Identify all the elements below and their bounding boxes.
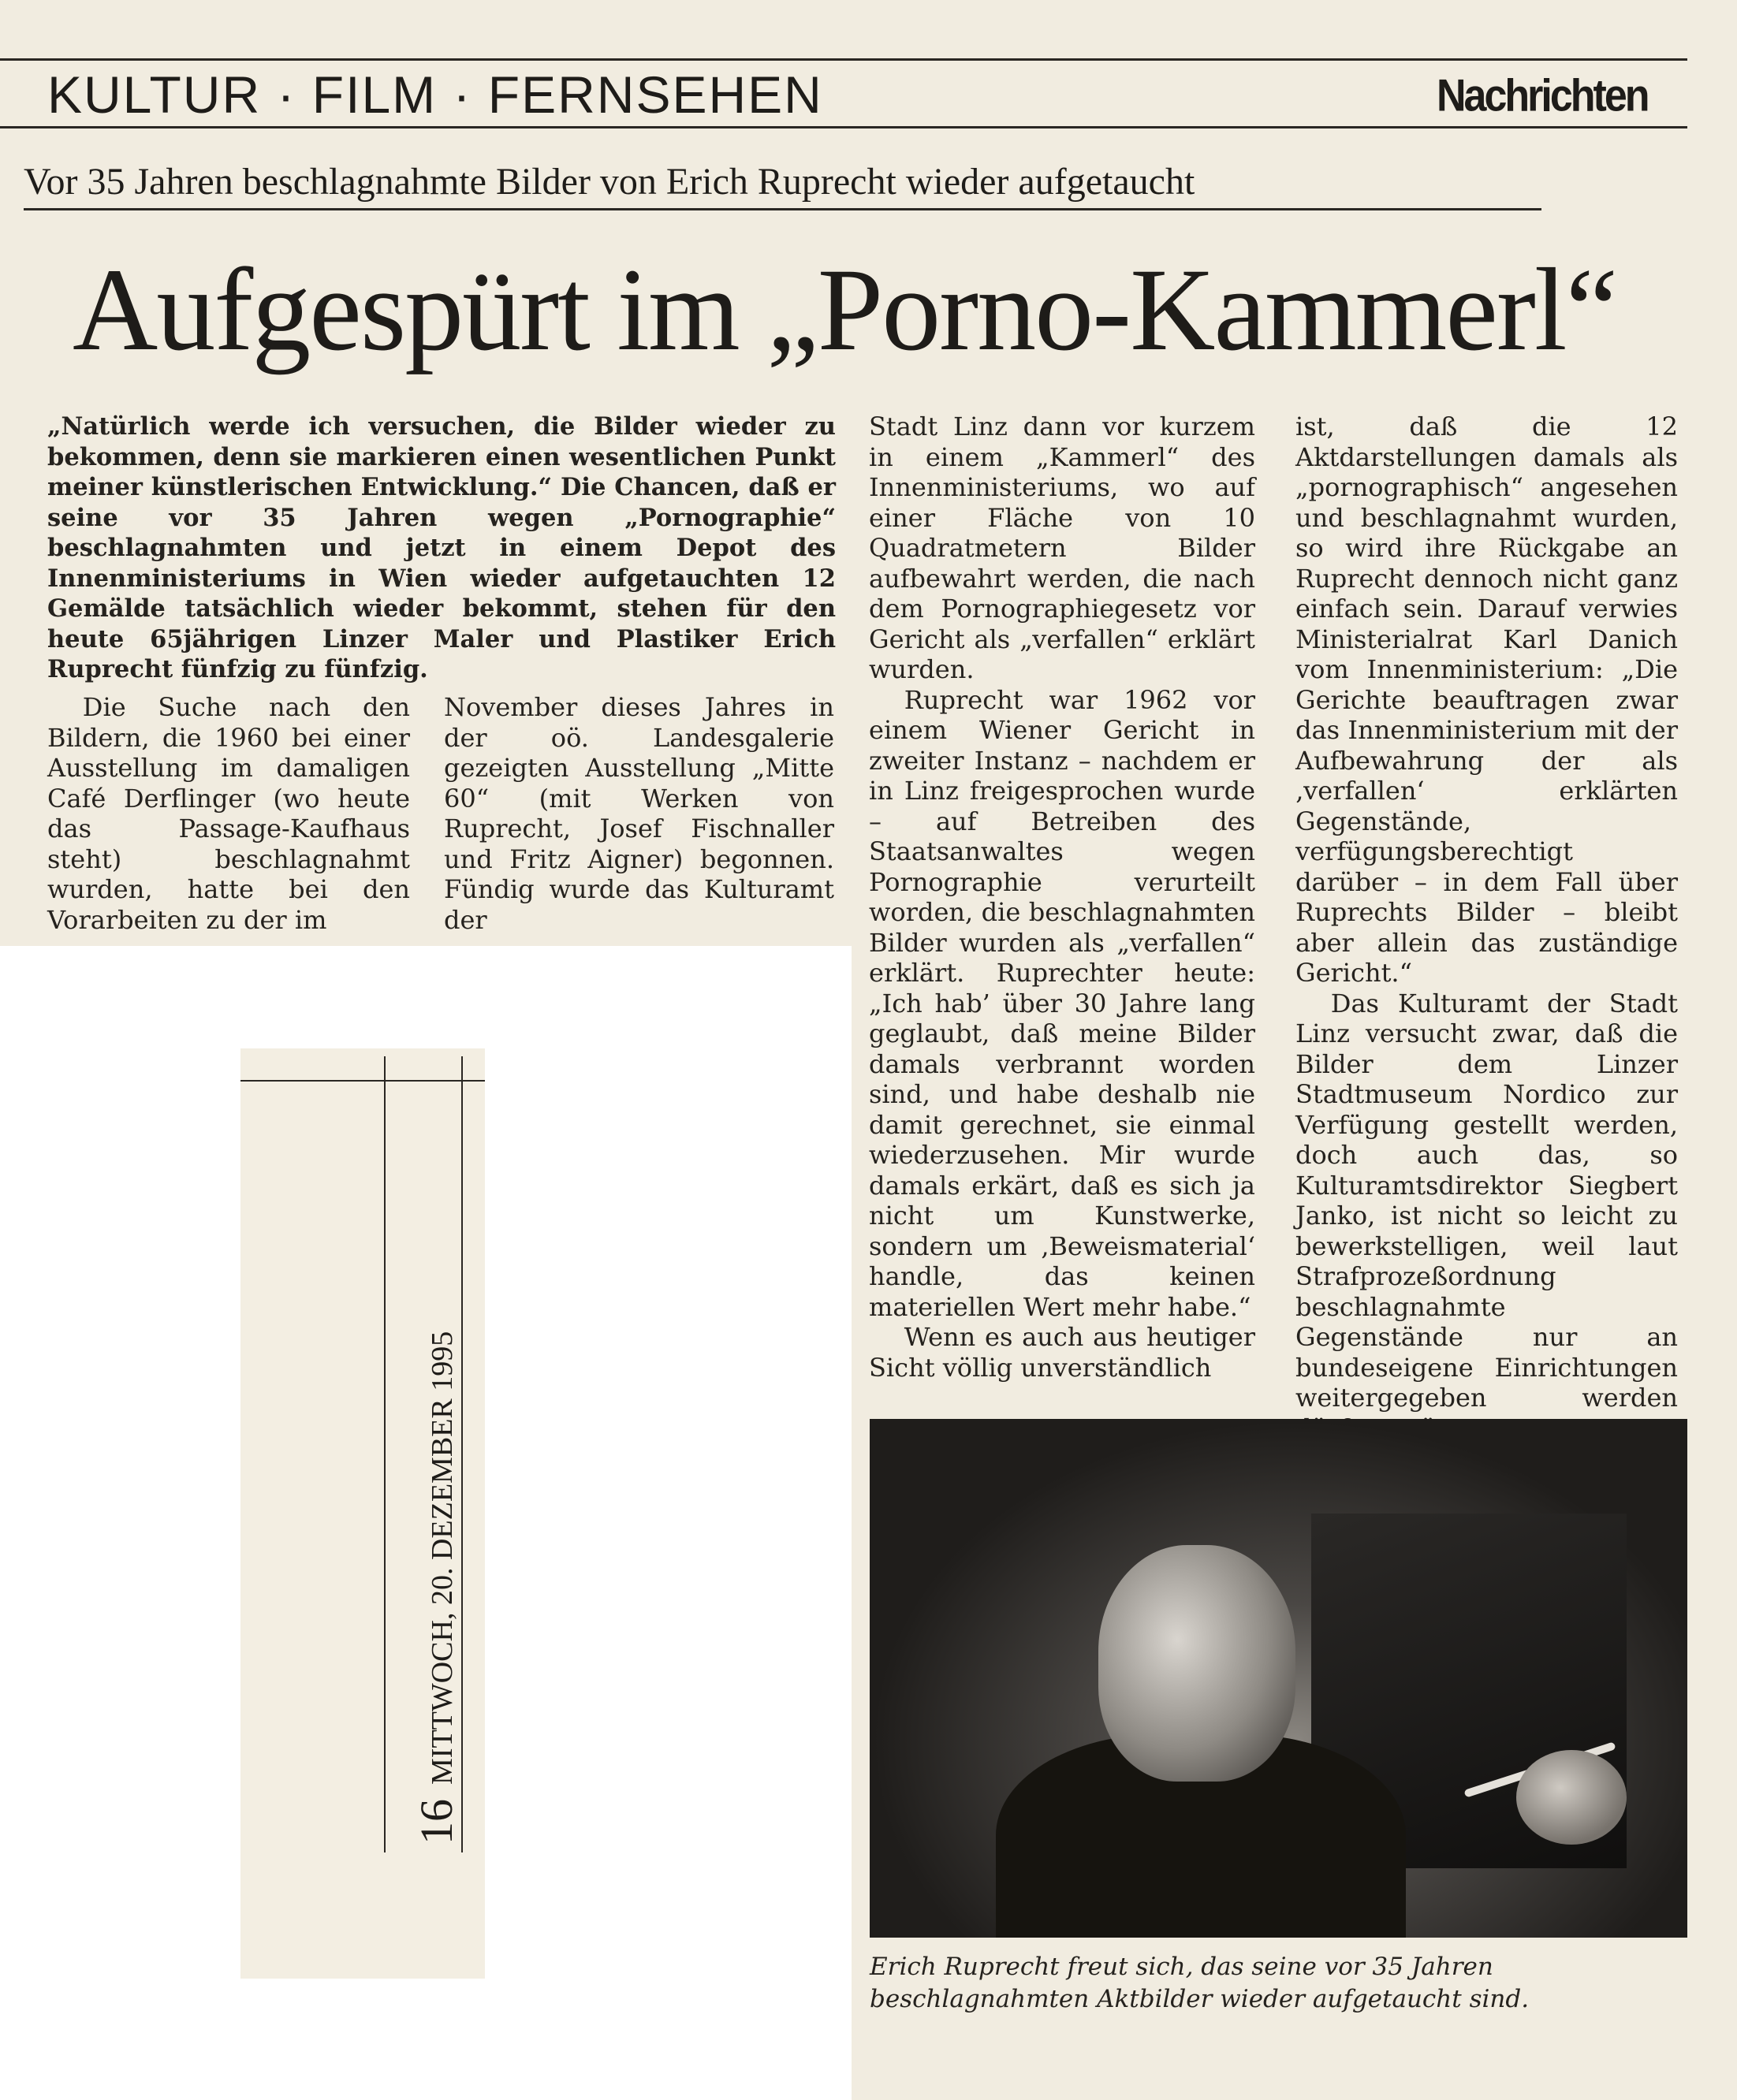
column-4-paragraph-2: Das Kulturamt der Stadt Linz versucht zwar, daß die Bilder dem Linzer Stadtmuseum Nordico zur Verfügung gestellt werden, doch auch das, so Kulturamtsdirektor Siegbert Janko, ist nicht so leicht zu bewerkstelligen, weil laut Strafprozeßordnung beschlagnahmte Gegenstände nur an bundeseigene Einrichtungen weitergegeben werden [1295, 988, 1678, 1413]
column-1-text: Die Suche nach den Bildern, die 1960 bei einer Ausstellung im damaligen Café Derflinger (wo heute das Passage-Kaufhaus steht) beschlagnahmt wurden, hatte bei den Vorarbeiten zu der im [47, 692, 410, 935]
newspaper-logo: Nachrichten [1437, 71, 1648, 121]
column-3 [869, 411, 1255, 1383]
top-rule [0, 58, 1687, 61]
article-photo [870, 1419, 1687, 1938]
column-3-paragraph-3: Wenn es auch aus heutiger Sicht völlig unverständlich [869, 1322, 1255, 1383]
section-label: KULTUR · FILM · FERNSEHEN [47, 65, 823, 124]
page-number: 16 [411, 1799, 462, 1845]
subheadline-underline [24, 208, 1541, 210]
dateline [410, 1331, 463, 1845]
strip-top-rule [240, 1080, 485, 1082]
photo-hand [1516, 1750, 1627, 1845]
strip-rule-left [384, 1056, 386, 1852]
column-4-paragraph-1: ist, daß die 12 Aktdarstellungen damals als „pornographisch“ angesehen und beschlagnahmt wurden, so wird ihre Rückgabe an Ruprecht dennoch nicht ganz einfach sein. Darauf verwies Ministerialrat Karl Danich vom Innenministerium: „Die Gerichte beauftragen zwar das Innenministerium mit der Aufbewahrung der als ‚verfallen‘ erklärten Gegenstände, verfügungsberechtigt darüber – in dem Fall über Ruprechts Bilder – bleibt aber allein das zuständige Gericht.“ [1295, 411, 1678, 988]
column-2 [444, 692, 834, 935]
photo-figure-head [1098, 1545, 1295, 1782]
photo-caption: Erich Ruprecht freut sich, das seine vor 35 Jahren beschlagnahmten Aktbilder wieder aufgetaucht sind. [870, 1953, 1530, 2013]
column-3-paragraph-2: Ruprecht war 1962 vor einem Wiener Gericht in zweiter Instanz – nachdem er in Linz freigesprochen wurde – auf Betreiben des Staatsanwaltes wegen Pornographie verurteilt worden, die beschlagnahmten Bilder wurden als „verfallen“ erklärt. Ruprechter heute: „Ich hab’ über 30 Jahre lang geglaubt, daß meine Bilder damals verbrannt worden sind, und habe deshalb nie damit gerechnet, sie einmal wiederzusehen. Mir wurde damals erkärt, daß es sich ja nicht um Kunstwerke, sondern um ‚Beweismaterial‘ handle, das keinen materiellen Wert mehr habe.“ [869, 684, 1255, 1322]
issue-date: MITTWOCH, 20. DEZEMBER 1995 [426, 1331, 459, 1785]
column-4 [1295, 411, 1678, 1443]
lead-paragraph [47, 411, 836, 685]
column-2-text: November dieses Jahres in der oö. Landesgalerie gezeigten Ausstellung „Mitte 60“ (mit Werken von Ruprecht, Josef Fischnaller und Fritz Aigner) begonnen. Fündig wurde das Kulturamt der [444, 692, 834, 935]
header-rule [0, 126, 1687, 128]
subheadline: Vor 35 Jahren beschlagnahmte Bilder von Erich Ruprecht wieder aufgetaucht [24, 161, 1195, 203]
headline: Aufgespürt im „Porno-Kammerl“ [73, 244, 1617, 375]
column-1 [47, 692, 410, 935]
lead-text: „Natürlich werde ich versuchen, die Bilder wieder zu bekommen, denn sie markieren einen wesentlichen Punkt meiner künstlerischen Entwicklung.“ Die Chancen, daß er seine vor 35 Jahren wegen „Pornographie“ beschlagnahmten und jetzt in einem Depot des Innenministeriums in Wien wieder aufgetauchten 12 Gemälde tatsächlich wieder bekommt, stehen für den heute 65jährigen Linzer Maler und Plastiker Erich Ruprecht fünfzig zu fünfzig. [47, 412, 836, 683]
column-3-paragraph-1: Stadt Linz dann vor kurzem in einem „Kammerl“ des Innenministeriums, wo auf einer Fläche von 10 Quadratmetern Bilder aufbewahrt werden, die nach dem Pornographiegesetz vor Gericht als „verfallen“ erklärt wurden. [869, 411, 1255, 684]
